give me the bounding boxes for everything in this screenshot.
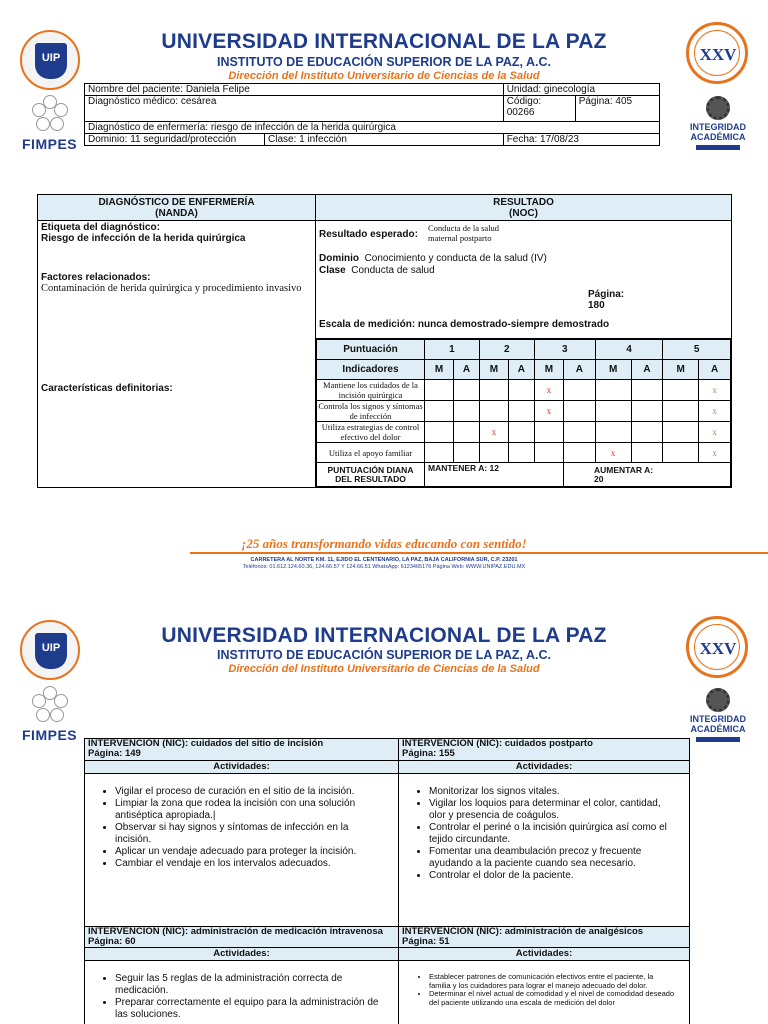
noc-domain: Dominio Conocimiento y conducta de la salud (IV) [319,253,547,264]
mark-cell [454,443,480,463]
list-item: • Establecer patrones de comunicación efectivos entre el paciente, la familia y los cuidadores para lograr el manejo adecuado del dolor. [429,973,677,990]
list-item: • Aplicar un vendaje adecuado para proteger la incisión. [115,846,386,858]
col-a: A [699,360,731,380]
mark-cell [663,443,699,463]
score-level: 4 [595,340,663,360]
nanda-header: DIAGNÓSTICO DE ENFERMERÍA (NANDA) [38,195,316,221]
mark-cell [595,422,631,443]
mark-cell [479,443,508,463]
nic-table [84,738,690,1024]
nic-4-activities-label: Actividades: [399,948,690,961]
diagnosis-code: Código: 00266 [503,96,575,122]
integridad-seal: INTEGRIDAD ACADÉMICA [690,96,746,156]
nic-1-activities-label: Actividades: [85,761,399,774]
mark-cell [454,401,480,422]
indicator-row [317,380,731,401]
mark-cell [631,422,663,443]
integridad-seal: INTEGRIDAD ACADÉMICA [690,688,746,748]
mark-cell [454,422,480,443]
mark-cell [564,422,596,443]
defining-title: Características definitorias: [41,383,173,394]
mark-cell [425,401,454,422]
nanda-noc-table [37,194,732,488]
diagnosis-page: Página: 405 [575,96,659,122]
class: Clase: 1 infección [265,134,504,146]
mark-cell [564,401,596,422]
indicator-row [317,401,731,422]
footer-phones: Teléfonos: 01.612.124.60.36, 124.66.57 Y 124.66.51 WhatsApp: 6123465176 Página Web: WWW.UNIPAZ.EDU.MX [242,564,526,570]
nic-2-activities [399,774,690,927]
indicator-grid [316,339,731,487]
noc-grid-cell [316,339,732,488]
score-level: 1 [425,340,480,360]
medical-diagnosis: Diagnóstico médico: cesárea [85,96,504,122]
mark-cell [631,401,663,422]
mark-cell [595,401,631,422]
mark-cell [534,443,563,463]
indicator-text: Controla los signos y síntomas de infección [318,401,423,421]
nic-2-header: INTERVENCION (NIC): cuidados postparto Página: 155 [399,739,690,761]
col-a: A [631,360,663,380]
nic-4-header: INTERVENCION (NIC): administración de analgésicos Página: 51 [399,927,690,948]
indicators-label: Indicadores [317,360,425,380]
measurement-scale: Escala de medición: nunca demostrado-siempre demostrado [319,319,610,330]
mark-cell [631,380,663,401]
fimpes-logo: FIMPES [22,136,78,152]
expected-value: Conducta de la salud maternal postparto [428,223,500,243]
university-logo: UIP [20,620,80,680]
patient-unit: Unidad: ginecología [503,84,659,96]
indicator-row [317,443,731,463]
list-item: • Fomentar una deambulación precoz y frecuente ayudando a la paciente cuando sea necesario. [429,846,677,870]
col-m: M [479,360,508,380]
nic-1-header: INTERVENCION (NIC): cuidados del sitio de incisión Página: 149 [85,739,399,761]
increase-score: AUMENTAR A: 20 [564,463,731,487]
list-item: • Vigilar el proceso de curación en el sitio de la incisión. [115,786,386,798]
mark-cell [425,443,454,463]
patient-info-table [84,83,660,146]
col-a: A [564,360,596,380]
col-m: M [595,360,631,380]
indicator-text: Utiliza el apoyo familiar [317,443,425,463]
university-logo: UIP [20,30,80,90]
mark-cell [454,380,480,401]
indicator-text: Mantiene los cuidados de la incisión quirúrgica [317,380,425,401]
score-level: 3 [534,340,595,360]
mark-cell [564,443,596,463]
indicator-text: Utiliza estrategias de control efectivo del dolor [317,422,425,443]
mark-cell [509,422,535,443]
university-title: UNIVERSIDAD INTERNACIONAL DE LA PAZ [161,624,607,647]
score-label: Puntuación [317,340,425,360]
mark-cell: x [699,380,731,401]
list-item: • Controlar el dolor de la paciente. [429,870,677,882]
col-a: A [509,360,535,380]
anniversary-seal: XXV [686,22,748,84]
noc-page: Página: 180 [588,289,625,311]
expected-label: Resultado esperado: [319,229,418,240]
list-item: • Monitorizar los signos vitales. [429,786,677,798]
mark-cell [663,380,699,401]
mark-cell: x [699,401,731,422]
mark-cell [534,422,563,443]
col-a: A [454,360,480,380]
institute-title: INSTITUTO DE EDUCACIÓN SUPERIOR DE LA PAZ, A.C. [216,55,552,69]
noc-class: Clase Conducta de salud [319,265,435,276]
list-item: • Seguir las 5 reglas de la administración correcta de medicación. [115,973,386,997]
mark-cell [564,380,596,401]
mark-cell [509,443,535,463]
mark-cell: x [595,443,631,463]
nic-2-activities-label: Actividades: [399,761,690,774]
score-level: 5 [663,340,731,360]
score-level: 2 [479,340,534,360]
nic-3-header: INTERVENCION (NIC): administración de medicación intravenosa Página: 60 [85,927,399,948]
nursing-diagnosis: Diagnóstico de enfermería: riesgo de infección de la herida quirúrgica [85,122,660,134]
target-score-label: PUNTUACIÓN DIANA DEL RESULTADO [317,463,425,487]
university-title: UNIVERSIDAD INTERNACIONAL DE LA PAZ [161,30,607,53]
noc-header: RESULTADO (NOC) [316,195,732,221]
mark-cell [425,380,454,401]
col-m: M [425,360,454,380]
mark-cell: x [534,401,563,422]
mark-cell: x [699,422,731,443]
mark-cell [479,380,508,401]
list-item: • Observar si hay signos y síntomas de infección en la incisión. [115,822,386,846]
label-title: Etiqueta del diagnóstico: [41,222,160,233]
mark-cell [663,401,699,422]
factors-value: Contaminación de herida quirúrgica y procedimiento invasivo [41,283,302,294]
footer-address: CARRETERA AL NORTE KM. 11, EJIDO EL CENTENARIO, LA PAZ, BAJA CALIFORNIA SUR, C.P. 23201 [250,557,518,563]
mark-cell: x [534,380,563,401]
mark-cell [425,422,454,443]
direction-subtitle: Dirección del Instituto Universitario de Ciencias de la Salud [228,663,540,675]
list-item: • Preparar correctamente el equipo para la administración de las soluciones. [115,997,386,1021]
nanda-body [38,221,316,488]
fimpes-flower-icon [30,95,70,135]
label-value: Riesgo de infección de la herida quirúrgica [41,233,246,244]
mark-cell [663,422,699,443]
noc-body [316,221,732,339]
nic-4-activities [399,961,690,1024]
list-item: • Cambiar el vendaje en los intervalos adecuados. [115,858,386,870]
direction-subtitle: Dirección del Instituto Universitario de Ciencias de la Salud [228,70,540,82]
nic-3-activities-label: Actividades: [85,948,399,961]
nic-1-activities [85,774,399,927]
maintain-score: MANTENER A: 12 [425,463,564,487]
col-m: M [663,360,699,380]
footer-rule [190,552,768,554]
mark-cell: x [699,443,731,463]
col-m: M [534,360,563,380]
date: Fecha: 17/08/23 [503,134,659,146]
anniversary-seal: XXV [686,616,748,678]
list-item: • Controlar el periné o la incisión quirúrgica así como el tejido circundante. [429,822,677,846]
list-item: • Limpiar la zona que rodea la incisión con una solución antiséptica apropiada.| [115,798,386,822]
slogan: ¡25 años transformando vidas educando con sentido! [241,536,527,551]
indicator-row [317,422,731,443]
mark-cell: x [479,422,508,443]
mark-cell [509,401,535,422]
nic-3-activities [85,961,399,1024]
fimpes-logo: FIMPES [22,727,78,743]
patient-name: Nombre del paciente: Daniela Felipe [85,84,504,96]
mark-cell [631,443,663,463]
list-item: • Determinar el nivel actual de comodidad y el nivel de comodidad deseado del paciente utilizando una escala de medición del dolor [429,990,677,1007]
factors-title: Factores relacionados: [41,272,151,283]
domain: Dominio: 11 seguridad/protección [85,134,265,146]
mark-cell [595,380,631,401]
fimpes-flower-icon [30,686,70,726]
mark-cell [509,380,535,401]
institute-title: INSTITUTO DE EDUCACIÓN SUPERIOR DE LA PAZ, A.C. [216,648,552,662]
list-item: • Vigilar los loquios para determinar el color, cantidad, olor y presencia de coágulos. [429,798,677,822]
mark-cell [479,401,508,422]
